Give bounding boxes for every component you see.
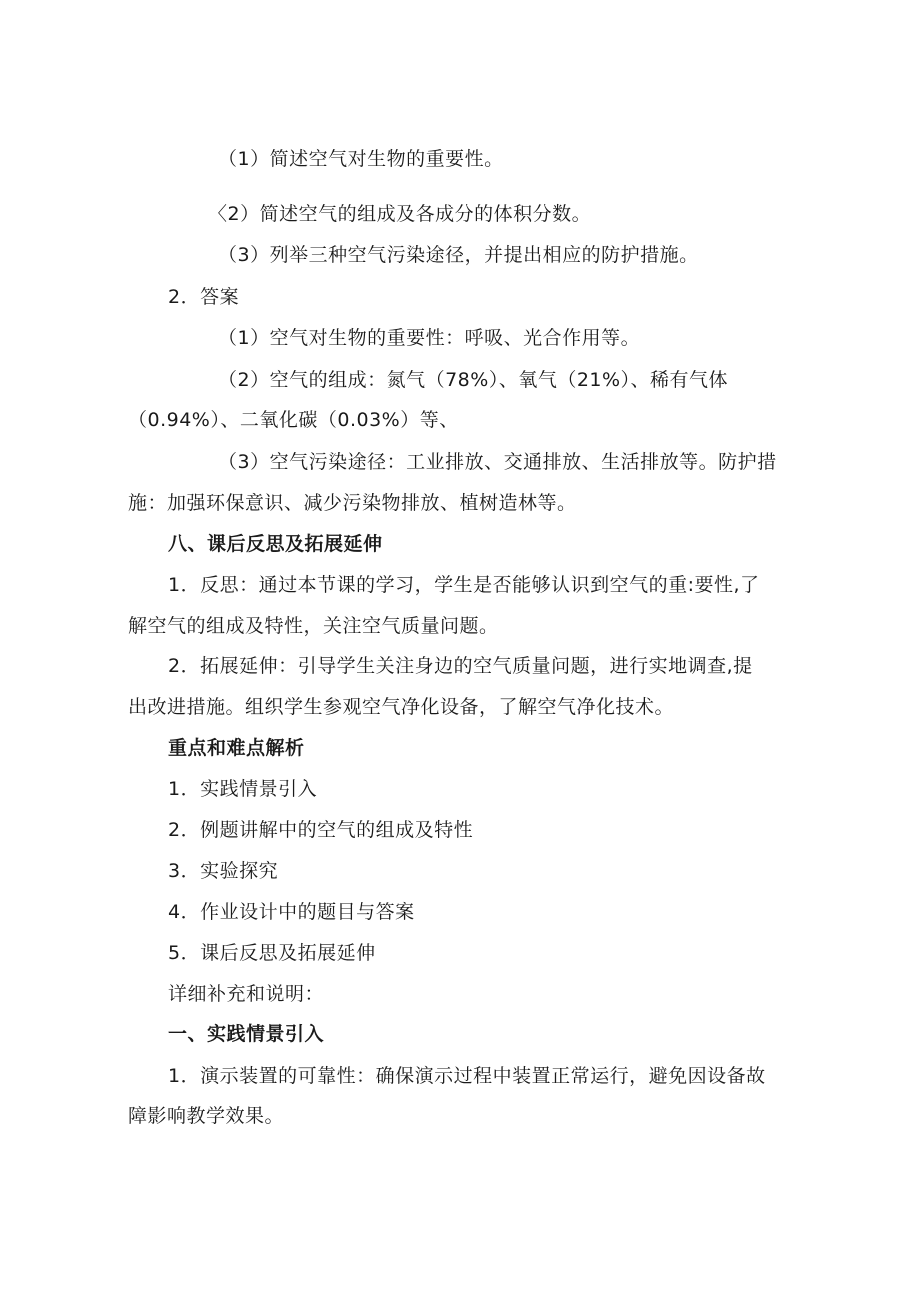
answer-item-1: （1）空气对生物的重要性：呼吸、光合作用等。: [218, 327, 641, 349]
practice-item-1-continued: 障影响教学效果。: [128, 1105, 285, 1127]
practice-item-1: 1．演示装置的可靠性：确保演示过程中装置正常运行，避免因设备故: [168, 1065, 766, 1087]
key-point-item-1: 1．实践情景引入: [168, 778, 318, 800]
question-item-3: （3）列举三种空气污染途径，并提出相应的防护措施。: [218, 244, 699, 266]
answer-item-2: （2）空气的组成：氮气（78%）、氧气（21%）、稀有气体: [218, 369, 729, 391]
reflection-item-2: 2．拓展延伸：引导学生关注身边的空气质量问题，进行实地调查,提: [168, 655, 753, 677]
reflection-item-2-continued: 出改进措施。组织学生参观空气净化设备，了解空气净化技术。: [128, 696, 675, 718]
reflection-item-1-continued: 解空气的组成及特性，关注空气质量问题。: [128, 615, 499, 637]
question-item-1: （1）简述空气对生物的重要性。: [218, 148, 504, 170]
key-point-item-4: 4．作业设计中的题目与答案: [168, 901, 415, 923]
key-point-item-2: 2．例题讲解中的空气的组成及特性: [168, 819, 474, 841]
reflection-item-1: 1．反思：通过本节课的学习，学生是否能够认识到空气的重:要性,了: [168, 574, 760, 596]
key-point-item-5: 5．课后反思及拓展延伸: [168, 942, 376, 964]
answer-heading: 2．答案: [168, 286, 240, 308]
section-heading-reflection: 八、课后反思及拓展延伸: [168, 533, 383, 555]
answer-item-3: （3）空气污染途径：工业排放、交通排放、生活排放等。防护措: [218, 451, 777, 473]
answer-item-2-continued: （0.94%）、二氧化碳（0.03%）等、: [128, 409, 459, 431]
supplement-label: 详细补充和说明：: [168, 983, 325, 1005]
section-heading-key-points: 重点和难点解析: [168, 737, 305, 759]
key-point-item-3: 3．实验探究: [168, 860, 279, 882]
section-heading-practice-intro: 一、实践情景引入: [168, 1023, 325, 1045]
answer-item-3-continued: 施：加强环保意识、减少污染物排放、植树造林等。: [128, 492, 577, 514]
question-item-2: 〈2）简述空气的组成及各成分的体积分数。: [208, 203, 592, 225]
